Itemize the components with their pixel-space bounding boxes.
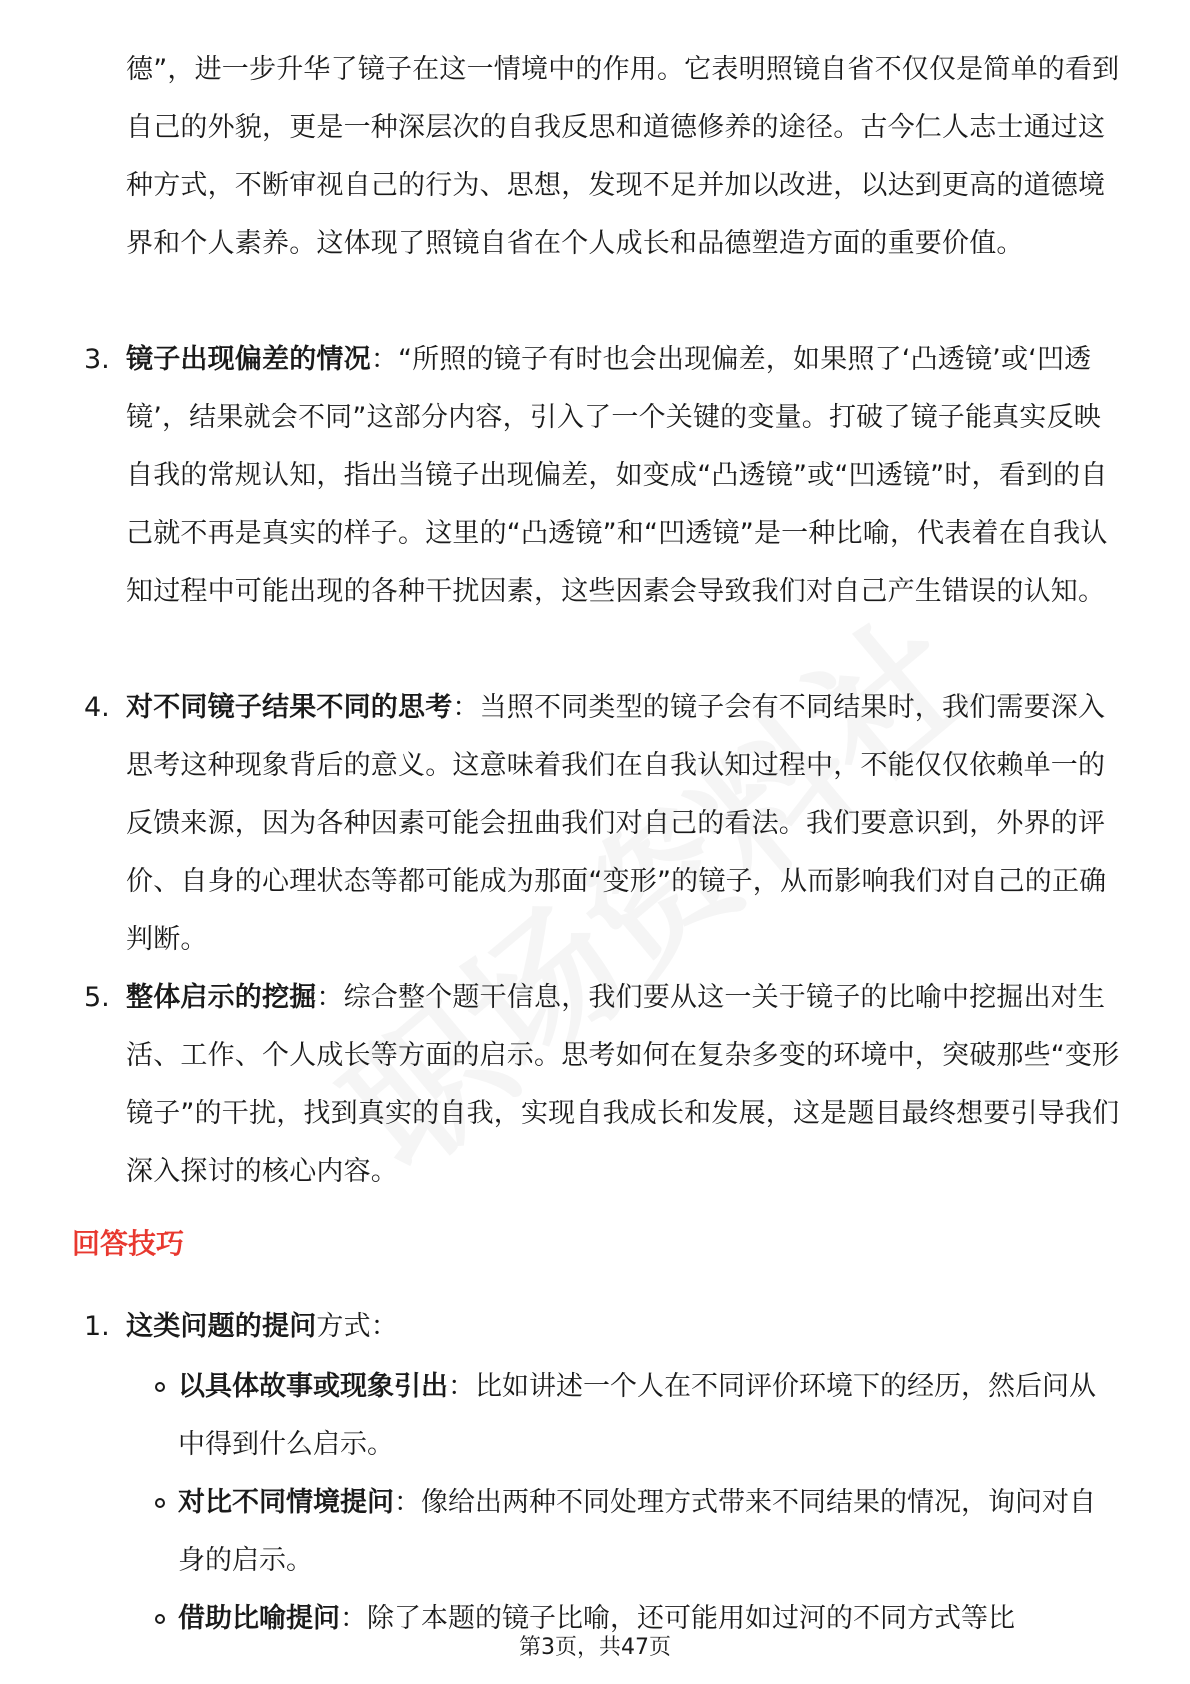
tips-item-1: [126, 1298, 1126, 1356]
list-item-3-separator: ：: [370, 344, 399, 375]
page-number: 第3页，共47页: [519, 1635, 671, 1660]
tips-subitem-1: [178, 1358, 1118, 1474]
list-number-5: 5.: [84, 982, 110, 1013]
list-item-5-separator: ：: [316, 982, 344, 1013]
tips-subitem-2-title: 对比不同情境提问: [178, 1487, 394, 1518]
list-item-3-title: 镜子出现偏差的情况: [126, 344, 371, 375]
tips-subitem-3-title: 借助比喻提问: [178, 1603, 340, 1634]
bullet-icon: [155, 1614, 165, 1624]
continuation-paragraph: [126, 41, 1126, 273]
list-item-4-title: 对不同镜子结果不同的思考: [126, 692, 453, 723]
bullet-icon: [155, 1498, 165, 1508]
list-number-3: 3.: [84, 344, 110, 375]
list-item-4: [126, 679, 1126, 969]
section-heading: 回答技巧: [72, 1227, 185, 1260]
tips-subitem-3-text: 除了本题的镜子比喻，还可能用如过河的不同方式等比: [367, 1603, 1015, 1634]
list-number-4: 4.: [84, 692, 110, 723]
list-item-5: [126, 969, 1126, 1201]
list-item-3-text: “所照的镜子有时也会出现偏差，如果照了‘凸透镜’或‘凹透镜’，结果就会不同”这部分内容，引入了一个关键的变量。打破了镜子能真实反映自我的常规认知，指出当镜子出现偏差，如变成“凸透镜”或“凹透镜”时，看到的自己就不再是真实的样子。这里的“凸透镜”和“凹透镜”是一种比喻，代表着在自我认知过程中可能出现的各种干扰因素，这些因素会导致我们对自己产生错误的认知。: [126, 344, 1108, 607]
tips-subitem-2-text: 像给出两种不同处理方式带来不同结果的情况，询问对自身的启示。: [178, 1487, 1096, 1576]
tips-item-1-rest: 方式：: [316, 1311, 399, 1342]
list-item-4-separator: ：: [452, 692, 480, 723]
tips-subitem-1-title: 以具体故事或现象引出: [178, 1371, 448, 1402]
list-item-5-title: 整体启示的挖掘: [126, 982, 317, 1013]
tips-item-1-title: 这类问题的提问: [126, 1311, 317, 1342]
tips-number-1: 1.: [84, 1311, 110, 1342]
bullet-icon: [155, 1382, 165, 1392]
list-item-4-text: 当照不同类型的镜子会有不同结果时，我们需要深入思考这种现象背后的意义。这意味着我们在自我认知过程中，不能仅仅依赖单一的反馈来源，因为各种因素可能会扭曲我们对自己的看法。我们要意识到，外界的评价、自身的心理状态等都可能成为那面“变形”的镜子，从而影响我们对自己的正确判断。: [126, 692, 1107, 955]
tips-subitem-1-separator: ：: [448, 1371, 475, 1402]
continuation-text: 德”，进一步升华了镜子在这一情境中的作用。它表明照镜自省不仅仅是简单的看到自己的外貌，更是一种深层次的自我反思和道德修养的途径。古今仁人志士通过这种方式，不断审视自己的行为、思想，发现不足并加以改进，以达到更高的道德境界和个人素养。这体现了照镜自省在个人成长和品德塑造方面的重要价值。: [126, 54, 1120, 259]
tips-subitem-2-separator: ：: [394, 1487, 421, 1518]
tips-subitem-3-separator: ：: [340, 1603, 367, 1634]
tips-subitem-2: [178, 1474, 1118, 1590]
list-item-3: [126, 331, 1126, 621]
list-item-5-text: 综合整个题干信息，我们要从这一关于镜子的比喻中挖掘出对生活、工作、个人成长等方面的启示。思考如何在复杂多变的环境中，突破那些“变形镜子”的干扰，找到真实的自我，实现自我成长和发展，这是题目最终想要引导我们深入探讨的核心内容。: [126, 982, 1120, 1187]
tips-subitem-1-text: 比如讲述一个人在不同评价环境下的经历，然后问从中得到什么启示。: [178, 1371, 1096, 1460]
